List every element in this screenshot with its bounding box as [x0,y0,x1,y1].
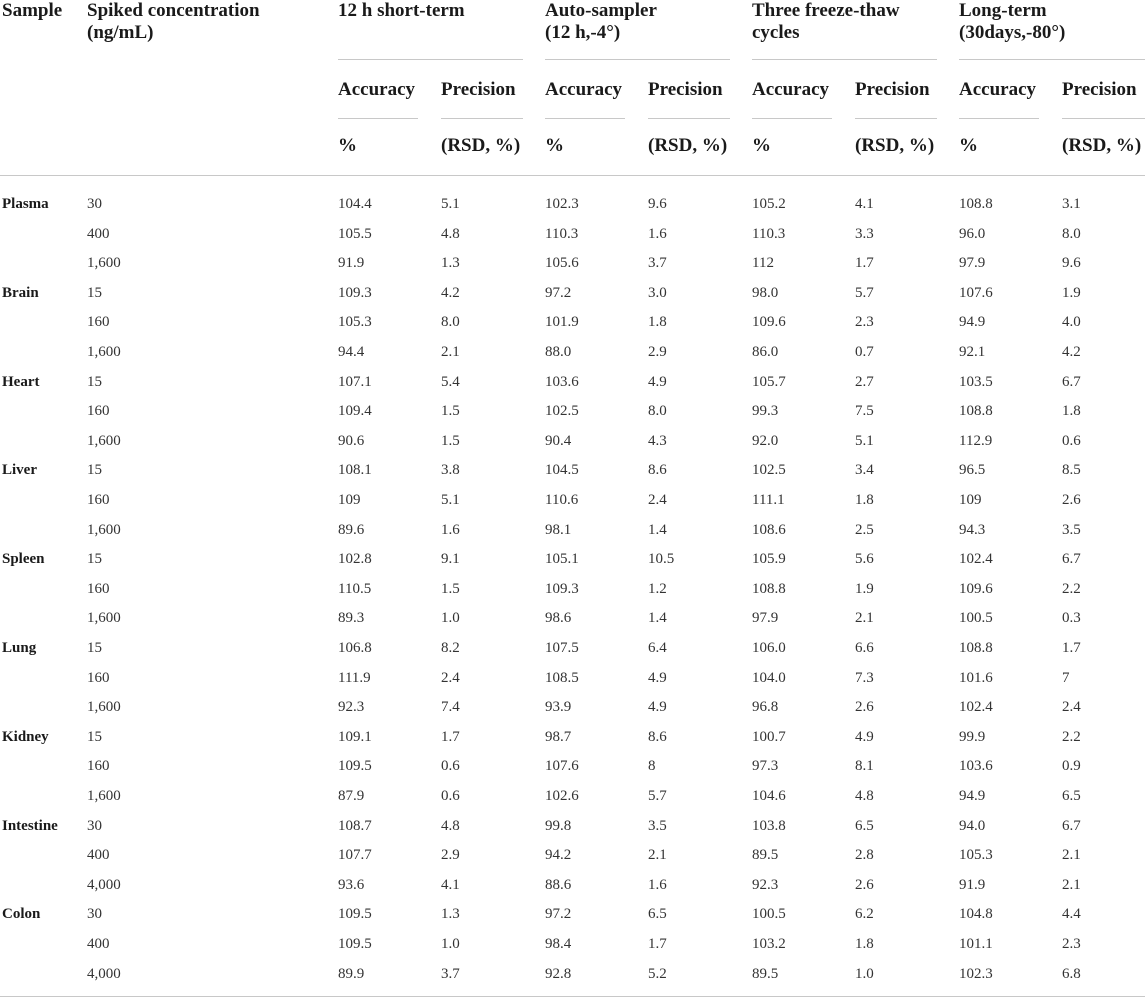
sample-name: Spleen [2,551,45,567]
precision-value: 3.5 [1062,522,1081,538]
accuracy-value: 101.9 [545,314,579,330]
precision-value: 1.5 [441,433,460,449]
accuracy-value: 107.1 [338,374,372,390]
accuracy-value: 108.1 [338,462,372,478]
accuracy-value: 89.5 [752,966,779,982]
precision-value: 8.6 [648,729,667,745]
precision-value: 7.4 [441,699,460,715]
precision-value: 8.5 [1062,462,1081,478]
subheader-rule-1-0 [545,118,625,119]
accuracy-value: 105.1 [545,551,579,567]
accuracy-value: 110.6 [545,492,579,508]
accuracy-value: 94.9 [959,314,986,330]
spiked-concentration: 160 [87,403,110,419]
accuracy-value: 103.5 [959,374,993,390]
accuracy-value: 94.3 [959,522,986,538]
accuracy-value: 109.3 [545,581,579,597]
subheader-accuracy-1: Accuracy [545,79,623,100]
spiked-concentration: 1,600 [87,255,121,271]
accuracy-value: 96.8 [752,699,779,715]
accuracy-value: 105.3 [338,314,372,330]
precision-value: 2.3 [1062,936,1081,952]
group-rule-1 [545,59,730,60]
header-bottom-rule [0,175,1145,176]
accuracy-value: 94.4 [338,344,365,360]
spiked-concentration: 1,600 [87,344,121,360]
subheader-rule-2-1 [855,118,937,119]
accuracy-value: 111.1 [752,492,785,508]
accuracy-value: 102.5 [545,403,579,419]
accuracy-value: 109.5 [338,758,372,774]
precision-value: 2.8 [855,847,874,863]
precision-value: 5.7 [855,285,874,301]
precision-value: 5.1 [855,433,874,449]
precision-value: 2.9 [441,847,460,863]
precision-value: 1.8 [855,936,874,952]
accuracy-value: 105.3 [959,847,993,863]
group-rule-2 [752,59,937,60]
accuracy-value: 108.8 [959,403,993,419]
header-group-2-line1: Three freeze-thaw [752,0,900,21]
header-group-1-line2: (12 h,-4°) [545,22,621,43]
precision-value: 4.1 [855,196,874,212]
header-group-2-line2: cycles [752,22,800,43]
accuracy-value: 86.0 [752,344,779,360]
accuracy-value: 103.2 [752,936,786,952]
precision-value: 6.5 [1062,788,1081,804]
accuracy-value: 102.6 [545,788,579,804]
accuracy-value: 110.3 [545,226,579,242]
spiked-concentration: 4,000 [87,877,121,893]
accuracy-value: 89.5 [752,847,779,863]
accuracy-value: 111.9 [338,670,371,686]
sample-name: Heart [2,374,40,390]
accuracy-value: 102.4 [959,551,993,567]
accuracy-value: 108.8 [752,581,786,597]
accuracy-value: 110.5 [338,581,372,597]
precision-value: 1.0 [441,610,460,626]
accuracy-value: 92.1 [959,344,986,360]
precision-value: 3.3 [855,226,874,242]
subheader-rule-0-1 [441,118,523,119]
spiked-concentration: 15 [87,462,102,478]
precision-value: 1.0 [441,936,460,952]
accuracy-value: 103.8 [752,818,786,834]
accuracy-value: 102.5 [752,462,786,478]
precision-value: 2.7 [855,374,874,390]
subheader-rsd-2: (RSD, %) [855,135,935,156]
precision-value: 5.2 [648,966,667,982]
subheader-rsd-0: (RSD, %) [441,135,521,156]
header-group-3-line1: Long-term [959,0,1047,21]
precision-value: 1.6 [648,877,667,893]
precision-value: 2.4 [648,492,667,508]
accuracy-value: 102.3 [545,196,579,212]
accuracy-value: 98.4 [545,936,572,952]
accuracy-value: 109 [338,492,361,508]
precision-value: 4.3 [648,433,667,449]
spiked-concentration: 160 [87,492,110,508]
precision-value: 0.6 [441,758,460,774]
spiked-concentration: 160 [87,314,110,330]
subheader-rule-3-0 [959,118,1039,119]
precision-value: 5.1 [441,492,460,508]
accuracy-value: 104.0 [752,670,786,686]
precision-value: 2.1 [648,847,667,863]
precision-value: 2.2 [1062,729,1081,745]
precision-value: 6.7 [1062,818,1081,834]
precision-value: 1.3 [441,906,460,922]
precision-value: 4.9 [855,729,874,745]
spiked-concentration: 160 [87,581,110,597]
accuracy-value: 107.7 [338,847,372,863]
subheader-rule-3-1 [1062,118,1145,119]
precision-value: 1.6 [648,226,667,242]
spiked-concentration: 4,000 [87,966,121,982]
subheader-precision-0: Precision [441,79,516,100]
group-rule-3 [959,59,1145,60]
subheader-percent-3: % [959,135,978,156]
accuracy-value: 89.3 [338,610,365,626]
subheader-rule-0-0 [338,118,418,119]
accuracy-value: 108.8 [959,196,993,212]
precision-value: 1.7 [855,255,874,271]
spiked-concentration: 400 [87,936,110,952]
accuracy-value: 90.6 [338,433,365,449]
precision-value: 4.2 [1062,344,1081,360]
precision-value: 4.9 [648,670,667,686]
precision-value: 2.5 [855,522,874,538]
spiked-concentration: 400 [87,847,110,863]
precision-value: 7 [1062,670,1070,686]
spiked-concentration: 30 [87,196,102,212]
precision-value: 5.1 [441,196,460,212]
precision-value: 6.2 [855,906,874,922]
accuracy-value: 105.6 [545,255,579,271]
accuracy-value: 96.5 [959,462,986,478]
spiked-concentration: 1,600 [87,699,121,715]
precision-value: 7.5 [855,403,874,419]
precision-value: 6.5 [648,906,667,922]
precision-value: 5.4 [441,374,460,390]
sample-name: Colon [2,906,41,922]
accuracy-value: 108.7 [338,818,372,834]
accuracy-value: 89.9 [338,966,365,982]
header-spiked-line1: Spiked concentration [87,0,260,21]
accuracy-value: 105.5 [338,226,372,242]
subheader-rsd-1: (RSD, %) [648,135,728,156]
accuracy-value: 99.9 [959,729,986,745]
precision-value: 4.1 [441,877,460,893]
accuracy-value: 104.5 [545,462,579,478]
precision-value: 8.0 [648,403,667,419]
spiked-concentration: 30 [87,906,102,922]
precision-value: 3.7 [441,966,460,982]
precision-value: 0.6 [441,788,460,804]
accuracy-value: 92.3 [752,877,779,893]
sample-name: Kidney [2,729,49,745]
precision-value: 1.9 [1062,285,1081,301]
precision-value: 2.2 [1062,581,1081,597]
accuracy-value: 107.6 [959,285,993,301]
spiked-concentration: 1,600 [87,788,121,804]
accuracy-value: 90.4 [545,433,572,449]
accuracy-value: 102.8 [338,551,372,567]
precision-value: 2.6 [855,699,874,715]
accuracy-value: 97.9 [959,255,986,271]
accuracy-value: 99.3 [752,403,779,419]
accuracy-value: 108.8 [959,640,993,656]
precision-value: 6.6 [855,640,874,656]
precision-value: 6.7 [1062,551,1081,567]
accuracy-value: 98.6 [545,610,572,626]
precision-value: 1.5 [441,581,460,597]
precision-value: 4.8 [441,818,460,834]
accuracy-value: 88.6 [545,877,572,893]
precision-value: 6.4 [648,640,667,656]
accuracy-value: 107.6 [545,758,579,774]
precision-value: 1.8 [648,314,667,330]
accuracy-value: 93.6 [338,877,365,893]
subheader-precision-1: Precision [648,79,723,100]
precision-value: 8.0 [441,314,460,330]
accuracy-value: 105.2 [752,196,786,212]
precision-value: 0.6 [1062,433,1081,449]
accuracy-value: 94.2 [545,847,572,863]
accuracy-value: 109.6 [959,581,993,597]
accuracy-value: 106.0 [752,640,786,656]
spiked-concentration: 15 [87,551,102,567]
precision-value: 1.6 [441,522,460,538]
precision-value: 8.2 [441,640,460,656]
group-rule-0 [338,59,523,60]
subheader-accuracy-0: Accuracy [338,79,416,100]
subheader-percent-1: % [545,135,564,156]
header-spiked-line2: (ng/mL) [87,22,154,43]
precision-value: 0.9 [1062,758,1081,774]
precision-value: 1.4 [648,522,667,538]
accuracy-value: 98.0 [752,285,779,301]
accuracy-value: 97.2 [545,906,572,922]
accuracy-value: 103.6 [545,374,579,390]
precision-value: 0.3 [1062,610,1081,626]
precision-value: 8.1 [855,758,874,774]
accuracy-value: 92.8 [545,966,572,982]
accuracy-value: 109.4 [338,403,372,419]
precision-value: 10.5 [648,551,675,567]
precision-value: 2.1 [441,344,460,360]
accuracy-value: 101.1 [959,936,993,952]
header-sample: Sample [2,0,63,21]
spiked-concentration: 1,600 [87,522,121,538]
precision-value: 2.4 [1062,699,1081,715]
accuracy-value: 112.9 [959,433,993,449]
precision-value: 2.3 [855,314,874,330]
accuracy-value: 108.6 [752,522,786,538]
sample-name: Lung [2,640,37,656]
accuracy-value: 100.7 [752,729,786,745]
subheader-percent-2: % [752,135,771,156]
spiked-concentration: 1,600 [87,610,121,626]
precision-value: 1.0 [855,966,874,982]
spiked-concentration: 30 [87,818,102,834]
sample-name: Brain [2,285,39,301]
accuracy-value: 89.6 [338,522,365,538]
precision-value: 4.0 [1062,314,1081,330]
precision-value: 1.8 [1062,403,1081,419]
accuracy-value: 103.6 [959,758,993,774]
accuracy-value: 98.1 [545,522,572,538]
precision-value: 2.9 [648,344,667,360]
precision-value: 8.0 [1062,226,1081,242]
accuracy-value: 104.4 [338,196,372,212]
precision-value: 4.4 [1062,906,1081,922]
table-bottom-rule [0,996,1145,997]
accuracy-value: 109.3 [338,285,372,301]
precision-value: 2.1 [1062,847,1081,863]
precision-value: 8.6 [648,462,667,478]
accuracy-value: 109.5 [338,906,372,922]
precision-value: 2.6 [1062,492,1081,508]
precision-value: 6.8 [1062,966,1081,982]
precision-value: 6.7 [1062,374,1081,390]
accuracy-value: 98.7 [545,729,572,745]
accuracy-value: 107.5 [545,640,579,656]
subheader-accuracy-3: Accuracy [959,79,1037,100]
subheader-rule-1-1 [648,118,730,119]
precision-value: 1.7 [1062,640,1081,656]
precision-value: 7.3 [855,670,874,686]
precision-value: 3.0 [648,285,667,301]
accuracy-value: 96.0 [959,226,986,242]
accuracy-value: 91.9 [338,255,365,271]
precision-value: 4.9 [648,699,667,715]
precision-value: 4.9 [648,374,667,390]
accuracy-value: 104.8 [959,906,993,922]
precision-value: 3.8 [441,462,460,478]
subheader-rsd-3: (RSD, %) [1062,135,1142,156]
precision-value: 2.1 [855,610,874,626]
accuracy-value: 109.5 [338,936,372,952]
accuracy-value: 108.5 [545,670,579,686]
precision-value: 2.4 [441,670,460,686]
sample-name: Liver [2,462,37,478]
spiked-concentration: 15 [87,640,102,656]
subheader-precision-2: Precision [855,79,930,100]
subheader-rule-2-0 [752,118,832,119]
precision-value: 0.7 [855,344,874,360]
header-group-0-line1: 12 h short-term [338,0,465,21]
precision-value: 1.3 [441,255,460,271]
precision-value: 3.5 [648,818,667,834]
accuracy-value: 110.3 [752,226,786,242]
precision-value: 2.1 [1062,877,1081,893]
precision-value: 5.7 [648,788,667,804]
precision-value: 4.2 [441,285,460,301]
accuracy-value: 91.9 [959,877,986,893]
accuracy-value: 93.9 [545,699,572,715]
precision-value: 4.8 [441,226,460,242]
precision-value: 3.4 [855,462,874,478]
accuracy-value: 92.0 [752,433,779,449]
accuracy-value: 94.9 [959,788,986,804]
accuracy-value: 101.6 [959,670,993,686]
accuracy-value: 104.6 [752,788,786,804]
precision-value: 1.9 [855,581,874,597]
accuracy-value: 105.9 [752,551,786,567]
subheader-precision-3: Precision [1062,79,1137,100]
accuracy-value: 100.5 [959,610,993,626]
spiked-concentration: 15 [87,374,102,390]
precision-value: 8 [648,758,656,774]
accuracy-value: 102.4 [959,699,993,715]
accuracy-value: 97.2 [545,285,572,301]
header-group-1-line1: Auto-sampler [545,0,657,21]
accuracy-value: 92.3 [338,699,365,715]
accuracy-value: 102.3 [959,966,993,982]
spiked-concentration: 15 [87,285,102,301]
precision-value: 6.5 [855,818,874,834]
accuracy-value: 109.6 [752,314,786,330]
accuracy-value: 105.7 [752,374,786,390]
spiked-concentration: 400 [87,226,110,242]
accuracy-value: 94.0 [959,818,986,834]
precision-value: 9.6 [1062,255,1081,271]
precision-value: 9.6 [648,196,667,212]
precision-value: 1.8 [855,492,874,508]
spiked-concentration: 1,600 [87,433,121,449]
header-group-3-line2: (30days,-80°) [959,22,1066,43]
spiked-concentration: 15 [87,729,102,745]
precision-value: 1.2 [648,581,667,597]
precision-value: 3.1 [1062,196,1081,212]
precision-value: 1.7 [648,936,667,952]
accuracy-value: 109.1 [338,729,372,745]
precision-value: 9.1 [441,551,460,567]
accuracy-value: 106.8 [338,640,372,656]
precision-value: 5.6 [855,551,874,567]
accuracy-value: 87.9 [338,788,365,804]
precision-value: 2.6 [855,877,874,893]
sample-name: Intestine [2,818,58,834]
accuracy-value: 109 [959,492,982,508]
accuracy-value: 97.3 [752,758,779,774]
subheader-percent-0: % [338,135,357,156]
precision-value: 1.4 [648,610,667,626]
accuracy-value: 100.5 [752,906,786,922]
spiked-concentration: 160 [87,758,110,774]
precision-value: 3.7 [648,255,667,271]
accuracy-value: 112 [752,255,774,271]
sample-name: Plasma [2,196,49,212]
precision-value: 1.7 [441,729,460,745]
accuracy-value: 99.8 [545,818,572,834]
precision-value: 4.8 [855,788,874,804]
precision-value: 1.5 [441,403,460,419]
accuracy-value: 97.9 [752,610,779,626]
subheader-accuracy-2: Accuracy [752,79,830,100]
spiked-concentration: 160 [87,670,110,686]
accuracy-value: 88.0 [545,344,572,360]
